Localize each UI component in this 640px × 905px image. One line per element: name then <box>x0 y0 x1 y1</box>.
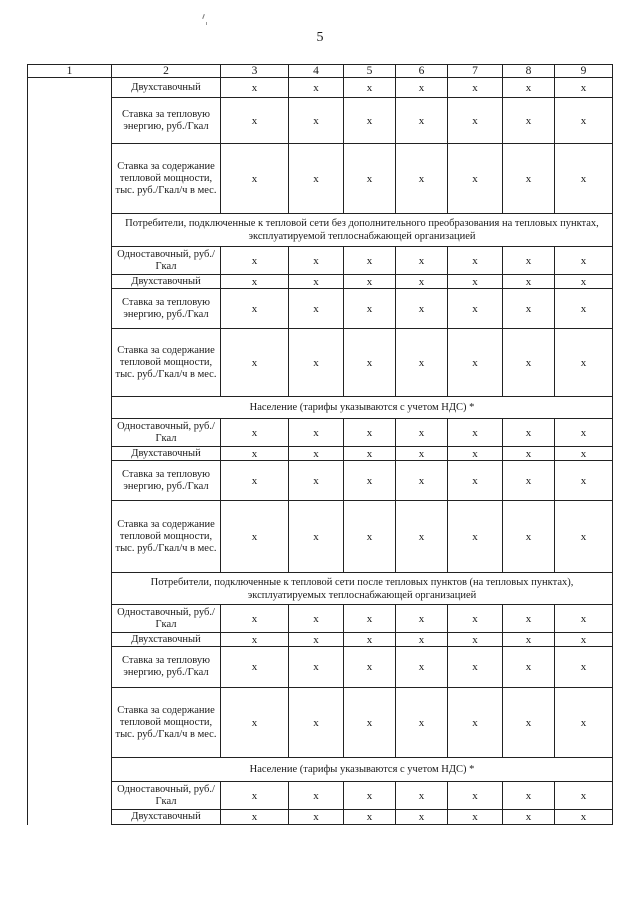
table-row <box>28 329 613 397</box>
value-cell: x <box>503 782 555 810</box>
section-heading: Потребители, подключенные к тепловой сети после тепловых пунктов (на тепловых пунктах), эксплуатируемых теплоснабжающей организацией <box>112 573 613 605</box>
value-cell: x <box>289 98 344 144</box>
value-cell: x <box>555 419 613 447</box>
row-label: Двухставочный <box>112 275 221 289</box>
value-cell: x <box>344 98 396 144</box>
value-cell: x <box>503 247 555 275</box>
column-header: 4 <box>289 65 344 78</box>
table-row <box>28 144 613 214</box>
value-cell: x <box>448 275 503 289</box>
value-cell: x <box>555 810 613 825</box>
value-cell: x <box>344 289 396 329</box>
value-cell: x <box>344 688 396 758</box>
value-cell: x <box>448 447 503 461</box>
column-header: 6 <box>396 65 448 78</box>
value-cell: x <box>221 289 289 329</box>
value-cell: x <box>344 329 396 397</box>
value-cell: x <box>555 461 613 501</box>
value-cell: x <box>503 461 555 501</box>
value-cell: x <box>503 329 555 397</box>
value-cell: x <box>289 275 344 289</box>
value-cell: x <box>555 98 613 144</box>
table-row <box>28 782 613 810</box>
row-label: Одноставочный, руб./Гкал <box>112 605 221 633</box>
row-label: Двухставочный <box>112 78 221 98</box>
value-cell: x <box>344 419 396 447</box>
value-cell: x <box>289 461 344 501</box>
value-cell: x <box>396 501 448 573</box>
value-cell: x <box>448 605 503 633</box>
value-cell: x <box>289 447 344 461</box>
value-cell: x <box>344 461 396 501</box>
value-cell: x <box>396 289 448 329</box>
value-cell: x <box>503 605 555 633</box>
scan-mark <box>202 14 205 19</box>
column-header: 3 <box>221 65 289 78</box>
value-cell: x <box>448 329 503 397</box>
value-cell: x <box>344 782 396 810</box>
table-row <box>28 688 613 758</box>
column-1-merged-cell <box>28 78 112 825</box>
value-cell: x <box>396 688 448 758</box>
value-cell: x <box>396 605 448 633</box>
value-cell: x <box>289 78 344 98</box>
value-cell: x <box>503 419 555 447</box>
header-row <box>28 65 613 78</box>
value-cell: x <box>555 647 613 688</box>
value-cell: x <box>503 98 555 144</box>
row-label: Ставка за тепловую энергию, руб./Гкал <box>112 647 221 688</box>
section-row <box>28 758 613 782</box>
value-cell: x <box>221 247 289 275</box>
value-cell: x <box>396 419 448 447</box>
row-label: Ставка за содержание тепловой мощности, тыс. руб./Гкал/ч в мес. <box>112 329 221 397</box>
value-cell: x <box>448 289 503 329</box>
value-cell: x <box>555 447 613 461</box>
value-cell: x <box>221 633 289 647</box>
value-cell: x <box>448 419 503 447</box>
value-cell: x <box>289 501 344 573</box>
value-cell: x <box>396 329 448 397</box>
value-cell: x <box>396 447 448 461</box>
table-row <box>28 419 613 447</box>
table-row <box>28 501 613 573</box>
value-cell: x <box>289 782 344 810</box>
value-cell: x <box>221 782 289 810</box>
value-cell: x <box>289 810 344 825</box>
table-row <box>28 78 613 98</box>
value-cell: x <box>396 647 448 688</box>
value-cell: x <box>289 289 344 329</box>
value-cell: x <box>221 98 289 144</box>
value-cell: x <box>396 78 448 98</box>
value-cell: x <box>396 810 448 825</box>
value-cell: x <box>448 501 503 573</box>
value-cell: x <box>221 647 289 688</box>
value-cell: x <box>503 275 555 289</box>
table-row <box>28 289 613 329</box>
value-cell: x <box>503 78 555 98</box>
column-header: 1 <box>28 65 112 78</box>
row-label: Ставка за содержание тепловой мощности, тыс. руб./Гкал/ч в мес. <box>112 144 221 214</box>
value-cell: x <box>448 782 503 810</box>
value-cell: x <box>344 144 396 214</box>
table-row <box>28 605 613 633</box>
row-label: Одноставочный, руб./Гкал <box>112 782 221 810</box>
row-label: Ставка за содержание тепловой мощности, тыс. руб./Гкал/ч в мес. <box>112 688 221 758</box>
value-cell: x <box>555 289 613 329</box>
value-cell: x <box>448 647 503 688</box>
scan-mark <box>206 22 207 25</box>
table-row <box>28 647 613 688</box>
value-cell: x <box>289 605 344 633</box>
value-cell: x <box>344 647 396 688</box>
row-label: Ставка за содержание тепловой мощности, тыс. руб./Гкал/ч в мес. <box>112 501 221 573</box>
row-label: Одноставочный, руб./Гкал <box>112 247 221 275</box>
value-cell: x <box>448 98 503 144</box>
value-cell: x <box>344 501 396 573</box>
section-heading: Потребители, подключенные к тепловой сети без дополнительного преобразования на тепловых пунктах, эксплуатируемой теплоснабжающей организацией <box>112 214 613 247</box>
value-cell: x <box>555 633 613 647</box>
table-row <box>28 247 613 275</box>
value-cell: x <box>448 810 503 825</box>
value-cell: x <box>344 247 396 275</box>
section-heading: Население (тарифы указываются с учетом НДС) * <box>112 397 613 419</box>
value-cell: x <box>448 633 503 647</box>
value-cell: x <box>344 78 396 98</box>
value-cell: x <box>344 275 396 289</box>
section-row <box>28 573 613 605</box>
row-label: Ставка за тепловую энергию, руб./Гкал <box>112 98 221 144</box>
table-row <box>28 98 613 144</box>
row-label: Ставка за тепловую энергию, руб./Гкал <box>112 461 221 501</box>
value-cell: x <box>503 501 555 573</box>
value-cell: x <box>503 810 555 825</box>
column-header: 7 <box>448 65 503 78</box>
value-cell: x <box>344 447 396 461</box>
value-cell: x <box>221 461 289 501</box>
value-cell: x <box>503 447 555 461</box>
value-cell: x <box>396 782 448 810</box>
column-header: 5 <box>344 65 396 78</box>
section-heading: Население (тарифы указываются с учетом НДС) * <box>112 758 613 782</box>
value-cell: x <box>289 144 344 214</box>
value-cell: x <box>555 782 613 810</box>
value-cell: x <box>503 144 555 214</box>
row-label: Двухставочный <box>112 447 221 461</box>
table-row <box>28 810 613 825</box>
column-header: 8 <box>503 65 555 78</box>
value-cell: x <box>503 633 555 647</box>
value-cell: x <box>396 247 448 275</box>
value-cell: x <box>289 329 344 397</box>
value-cell: x <box>396 98 448 144</box>
value-cell: x <box>289 633 344 647</box>
value-cell: x <box>555 78 613 98</box>
value-cell: x <box>555 275 613 289</box>
section-row <box>28 397 613 419</box>
value-cell: x <box>221 144 289 214</box>
value-cell: x <box>555 501 613 573</box>
value-cell: x <box>396 461 448 501</box>
row-label: Ставка за тепловую энергию, руб./Гкал <box>112 289 221 329</box>
row-label: Двухставочный <box>112 810 221 825</box>
column-header: 9 <box>555 65 613 78</box>
value-cell: x <box>221 329 289 397</box>
value-cell: x <box>448 461 503 501</box>
value-cell: x <box>221 810 289 825</box>
value-cell: x <box>555 329 613 397</box>
value-cell: x <box>448 78 503 98</box>
table-body <box>28 65 613 825</box>
value-cell: x <box>221 688 289 758</box>
value-cell: x <box>221 447 289 461</box>
column-header: 2 <box>112 65 221 78</box>
value-cell: x <box>221 501 289 573</box>
value-cell: x <box>344 810 396 825</box>
section-row <box>28 214 613 247</box>
page-number: 5 <box>316 30 324 45</box>
value-cell: x <box>221 419 289 447</box>
value-cell: x <box>289 419 344 447</box>
row-label: Одноставочный, руб./Гкал <box>112 419 221 447</box>
row-label: Двухставочный <box>112 633 221 647</box>
tariff-table <box>27 64 613 825</box>
value-cell: x <box>448 144 503 214</box>
value-cell: x <box>555 605 613 633</box>
table-row <box>28 275 613 289</box>
value-cell: x <box>396 144 448 214</box>
value-cell: x <box>289 647 344 688</box>
value-cell: x <box>503 647 555 688</box>
value-cell: x <box>396 633 448 647</box>
value-cell: x <box>221 605 289 633</box>
value-cell: x <box>503 289 555 329</box>
value-cell: x <box>555 247 613 275</box>
value-cell: x <box>448 247 503 275</box>
value-cell: x <box>221 78 289 98</box>
value-cell: x <box>396 275 448 289</box>
value-cell: x <box>555 144 613 214</box>
value-cell: x <box>344 633 396 647</box>
value-cell: x <box>289 688 344 758</box>
value-cell: x <box>289 247 344 275</box>
table-row <box>28 447 613 461</box>
value-cell: x <box>344 605 396 633</box>
table-row <box>28 633 613 647</box>
value-cell: x <box>448 688 503 758</box>
value-cell: x <box>555 688 613 758</box>
value-cell: x <box>503 688 555 758</box>
table-row <box>28 461 613 501</box>
value-cell: x <box>221 275 289 289</box>
